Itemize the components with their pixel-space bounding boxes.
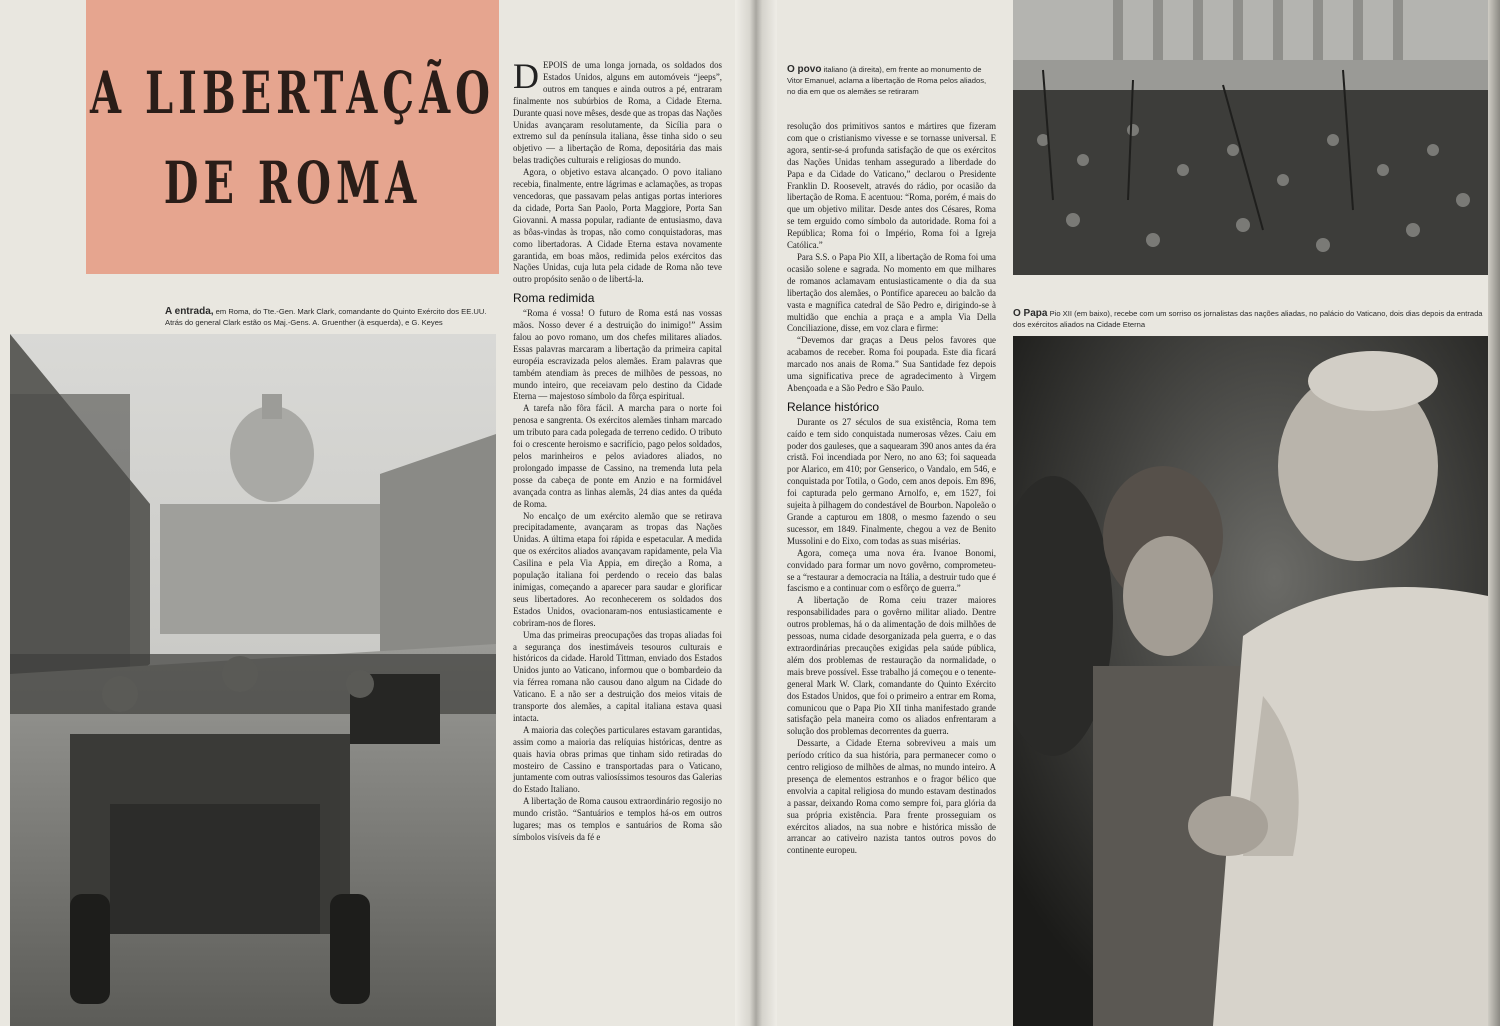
paragraph: “Roma é vossa! O futuro de Roma está nas vossas mãos. Nosso dever é a destruição do inimigo!” Assim falou ao povo romano, um dos chefes militares aliados. Essas palavras marcaram a libertação da primeira capital européia escravizada pelos alemães. Eram palavras que também atendiam às preces de milhões de pessoas, no mundo inteiro, que receiavam pelo destino da Cidade Eterna — majestoso símbolo da fôrça espiritual. — [513, 308, 722, 402]
title-line-1: A LIBERTAÇÃO — [90, 59, 495, 128]
paragraph: A libertação de Roma ceiu trazer maiores responsabilidades para o govêrno militar aliado. Dentre outros problemas, há o da alimentação de dois milhões de pessoas, numa cidade desorganizada pela guerra, e o das extraordinárias precauções exigidas pela saúde pública, além dos problemas de restauração da normalidade, o mais breve possível. Esse trabalho já começou e o tenente-general Mark W. Clark, comandante do Quinto Exército dos Estados Unidos, que foi o primeiro a entrar em Roma, comunicou que o Papa Pio XII tinha manifestado grande satisfação pela maneira como os aliados enfrentaram a solução dos problemas decorrentes da guerra. — [787, 595, 996, 737]
paragraph: No encalço de um exército alemão que se retirava precipitadamente, avançaram as tropas das Nações Unidas. A última etapa foi rápida e espetacular. A medida que os exércitos aliados avançavam rapidamente, pela Via Casilina e pela Via Appia, em direção a Roma, a população italiana foi perdendo o receio das balas inimigas, começando a aparecer para saudar e glorificar seus libertadores. Ao reconhecerem os soldados dos Estados Unidos, ovacionaram-nos entusiasticamente e cobriram-nos de flores. — [513, 510, 722, 628]
section-heading: Relance histórico — [787, 399, 880, 414]
jeep-photo-caption — [165, 306, 501, 328]
caption-text: Pio XII (em baixo), recebe com um sorriso os jornalistas das nações aliadas, no palácio do Vaticano, dois dias depois da entrada dos exércitos aliados na Cidade Eterna — [1013, 309, 1483, 329]
article-column-1 — [513, 56, 722, 844]
paragraph: A libertação de Roma causou extraordinário regosijo no mundo cristão. “Santuários e templos há-os em outros lugares; mas os templos e santuários de Roma são símbolos visíveis da fé e — [513, 796, 722, 842]
paragraph: resolução dos primitivos santos e mártires que fizeram com que o cristianismo vivesse e se tornasse universal. E agora, sentir-se-á profunda satisfação de que os exércitos das Nações Unidas tenham assegurado a liberdade do Papa e da Cidade do Vaticano,” declarou o Presidente Franklin D. Roosevelt, através do rádio, por ocasião da libertação de Roma. E acentuou: “Roma, porém, é mais do que um objetivo militar. Desde antes dos Césares, Roma se tem erguido como símbolo da autoridade. Roma foi a República; Roma foi o Império, Roma foi a Igreja Católica.” — [787, 121, 996, 251]
paragraph: Uma das primeiras preocupações das tropas aliadas foi a segurança dos inestimáveis tesouros culturais e históricos da cidade. Harold Tittman, enviado dos Estados Unidos junto ao Vaticano, informou que o bombardeio da via férrea romana não causou dano algum na Cidade do Vaticano. E a não ser a destruição dos meios vitais de transporte dos alemães, a capital italiana estava quasi intacta. — [513, 629, 722, 723]
paragraph: Durante os 27 séculos de sua existência, Roma tem caído e tem sido conquistada numerosas vêzes. Caiu em poder dos gauleses, que a saquearam 390 anos antes da éra cristã. Foi incendiada por Nero, no ano 63; foi saqueada por Alarico, em 410; por Genserico, o Vandalo, em 546, e conquistada por Totila, o Godo, cem anos depois. Em 896, foi capturada pelo germano Arnolfo, e, em 1527, foi sujeita à pilhagem do condestável de Bourbon. Napoleão o Grande a capturou em 1808, o mesmo fazendo o seu sucessor, em 1849. Finalmente, chegou a vez de Benito Mussolini e do Eixo, com todas as suas misérias. — [787, 416, 996, 546]
crowd-photo — [1013, 0, 1488, 275]
caption-lead: A entrada, — [165, 306, 214, 317]
paragraph: “Devemos dar graças a Deus pelos favores que acabamos de receber. Roma foi poupada. Este dia ficará marcado nos anais de Roma.” Sua Santidade fez depois uma significativa prece de agradecimento à Virgem Abençoada e a São Pedro e São Paulo. — [787, 335, 996, 393]
jeep-photo — [10, 334, 496, 1026]
paragraph: Agora, começa uma nova éra. Ivanoe Bonomi, convidado para formar um novo govêrno, comprometeu-se a “restaurar a democracia na Itália, a destruir tudo que é fascismo e a continuar com o esfôrço de guerra.” — [787, 547, 996, 594]
caption-text: em Roma, do Tte.-Gen. Mark Clark, comandante do Quinto Exército dos EE.UU. Atrás do general Clark estão os Maj.-Gens. A. Gruenther (à esquerda), e G. Keyes — [165, 307, 487, 327]
pope-photo — [1013, 336, 1488, 1026]
paragraph: A tarefa não fôra fácil. A marcha para o norte foi penosa e sangrenta. Os exércitos alemães tinham marcado um tributo para cada polegada de terreno cedido. O tributo foi o crescente heroismo e sacrifício, pago pelos soldados, pelos marinheiros e pelos aviadores aliados, no prolongado impasse de Cassino, na tremenda luta pela posse da cabeça de ponte em Anzio e na formidável avançada contra as linhas alemãs, 24 dias antes da quéda de Roma. — [513, 403, 722, 509]
crowd-photo-caption — [787, 64, 996, 97]
caption-text: italiano (à direita), em frente ao monumento de Vitor Emanuel, aclama a libertação de Roma pelos aliados, no dia em que os alemães se retiraram — [787, 65, 987, 96]
paragraph: Agora, o objetivo estava alcançado. O povo italiano recebia, finalmente, entre lágrimas e aclamações, as tropas vencedoras, que passavam pelas antigas portas interiores da cidade, Porta San Paolo, Porta Maggiore, Porta San Giovanni. A massa popular, radiante de entusiasmo, dava as bôas-vindas às tropas, não como conquistadoras, mas como libertadoras. A Cidade Eterna estava novamente garantida, em boas mãos, redimida pelos exércitos das Nações Unidas, cuja luta pela cidade de Roma não teve outro propósito senão o de libertá-la. — [513, 167, 722, 285]
title-line-2: DE ROMA — [163, 149, 422, 218]
pope-photo-caption — [1013, 308, 1488, 330]
title-box — [86, 0, 499, 274]
page-gutter — [735, 0, 777, 1026]
article-column-2 — [787, 121, 996, 857]
paragraph: A maioria das coleções particulares estavam garantidas, assim como a maioria das relíquias históricas, dentre as quais havia obras primas que tinham sido retiradas do mosteiro de Cassino e transportadas para o Vaticano, juntamente com outras valiosíssimos tesouros das Galerias do Estado Italiano. — [513, 724, 722, 795]
paragraph: Para S.S. o Papa Pio XII, a libertação de Roma foi uma ocasião solene e sagrada. No momento em que milhares de romanos aclamavam entusiasticamente o dia da sua libertação dos alemães, o Pontífice apareceu ao balcão da vasta e magnífica catedral de São Pedro e, dirigindo-se à multidão que enchia a praça e a ampla Via Della Conciliazione, disse, em voz clara e firme: — [787, 251, 996, 334]
page-edge — [1488, 0, 1500, 1026]
paragraph: Dessarte, a Cidade Eterna sobreviveu a mais um período crítico da sua história, para permanecer como o centro religioso de milhões de almas, no mundo inteiro. A presença de elementos estranhos e o fragor bélico que envolvia a capital religiosa do mundo estavam destinados a passar, deixando Roma como sempre foi, para glória da sua própria existência. Para frente prosseguiam os exércitos aliados, na sua nobre e histórica missão de arrancar ao cativeiro nazista tantos outros povos do continente europeu. — [787, 738, 996, 856]
drop-cap: D — [513, 56, 539, 96]
section-heading: Roma redimida — [513, 291, 595, 306]
caption-lead: O povo — [787, 64, 822, 75]
paragraph: DEPOIS de uma longa jornada, os soldados dos Estados Unidos, alguns em automóveis “jeeps”, outros em tanques e ainda outros a pé, entraram finalmente nos subúrbios de Roma, a Cidade Eterna. Durante quasi nove mêses, desde que as tropas das Nações Unidas avançaram resolutamente, da Sicília para o extremo sul da península italiana, êsse tinha sido o seu objetivo — a libertação de Roma, depositária das mais belas tradições culturais e religiosas do mundo. — [513, 56, 722, 166]
caption-lead: O Papa — [1013, 308, 1048, 319]
